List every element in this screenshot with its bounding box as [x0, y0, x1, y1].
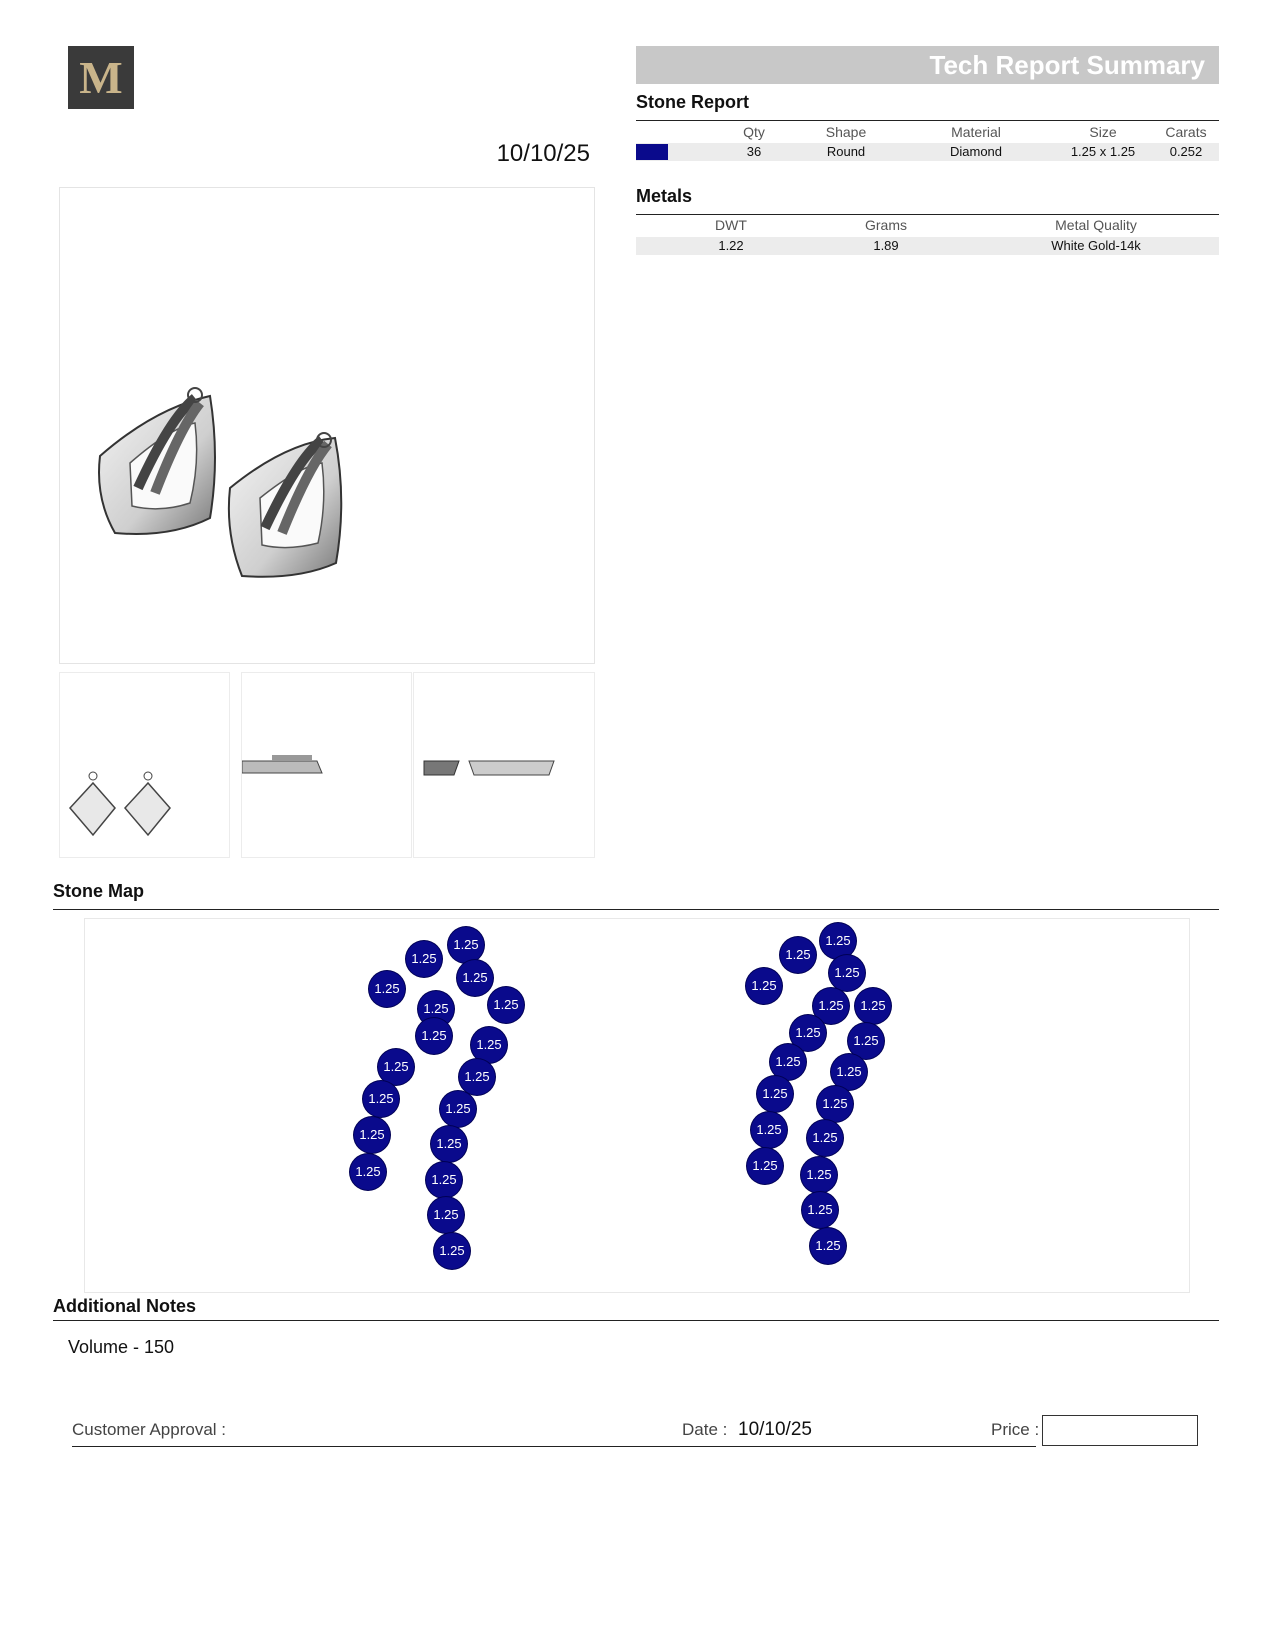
col-grams: Grams	[865, 217, 907, 233]
stone-marker: 1.25	[363, 1081, 399, 1117]
metals-row	[636, 237, 1219, 255]
stone-size: 1.25 x 1.25	[1070, 144, 1136, 159]
approval-date-value: 10/10/25	[738, 1419, 812, 1440]
report-title: Tech Report Summary	[929, 50, 1205, 80]
col-metal-quality: Metal Quality	[1055, 217, 1137, 233]
stone-marker: 1.25	[802, 1192, 838, 1228]
stone-report-header	[636, 124, 1219, 142]
stone-marker: 1.25	[810, 1228, 846, 1264]
customer-approval-label: Customer Approval :	[72, 1420, 227, 1439]
stone-marker: 1.25	[369, 971, 405, 1007]
stone-marker: 1.25	[807, 1120, 843, 1156]
metals-title: Metals	[636, 186, 693, 206]
stone-marker: 1.25	[770, 1044, 806, 1080]
col-dwt: DWT	[715, 217, 747, 233]
earring-right-render	[229, 433, 341, 577]
earrings-render	[60, 188, 594, 663]
stone-marker: 1.25	[448, 927, 484, 963]
stone-marker: 1.25	[780, 937, 816, 973]
stone-marker: 1.25	[801, 1157, 837, 1193]
approval-date-label: Date :	[682, 1420, 728, 1439]
stone-marker: 1.25	[428, 1197, 464, 1233]
col-qty: Qty	[743, 124, 765, 140]
stone-marker: 1.25	[440, 1091, 476, 1127]
report-title-bar	[636, 46, 1219, 84]
thumbnail-front-view[interactable]	[59, 672, 230, 858]
col-carats: Carats	[1165, 124, 1207, 140]
stone-marker: 1.25	[817, 1086, 853, 1122]
earring-left-render	[99, 388, 215, 534]
stone-marker: 1.25	[488, 987, 524, 1023]
stone-shape: Round	[826, 144, 866, 159]
stone-report-divider	[636, 120, 1219, 121]
stone-report-row	[636, 143, 1219, 161]
thumbnail-side-view[interactable]	[241, 672, 412, 858]
notes-title: Additional Notes	[53, 1296, 196, 1316]
stone-marker: 1.25	[434, 1233, 470, 1269]
stone-report-title: Stone Report	[636, 92, 750, 112]
col-material: Material	[951, 124, 1001, 140]
col-size: Size	[1089, 124, 1117, 140]
stone-marker: 1.25	[848, 1023, 884, 1059]
stone-marker: 1.25	[426, 1162, 462, 1198]
stone-marker: 1.25	[406, 941, 442, 977]
price-input[interactable]	[1042, 1415, 1198, 1446]
thumbnail-side-render	[242, 673, 411, 857]
stone-marker: 1.25	[459, 1059, 495, 1095]
stone-map-canvas	[84, 918, 1190, 1293]
stone-marker: 1.25	[790, 1015, 826, 1051]
stone-carats: 0.252	[1169, 144, 1203, 159]
metal-dwt: 1.22	[718, 238, 744, 253]
metal-grams: 1.89	[873, 238, 899, 253]
stone-color-swatch	[636, 144, 668, 160]
thumbnail-top-render	[414, 673, 594, 857]
thumbnail-top-view[interactable]	[413, 672, 595, 858]
stone-map-divider	[53, 909, 1219, 910]
logo-letter: M	[79, 52, 123, 103]
stone-material: Diamond	[949, 144, 1003, 159]
stone-marker: 1.25	[751, 1112, 787, 1148]
metals-divider	[636, 214, 1219, 215]
stone-marker: 1.25	[350, 1154, 386, 1190]
stone-marker: 1.25	[747, 1148, 783, 1184]
stone-marker: 1.25	[831, 1054, 867, 1090]
stone-marker: 1.25	[829, 955, 865, 991]
stone-marker: 1.25	[746, 968, 782, 1004]
stone-marker: 1.25	[813, 988, 849, 1024]
stone-qty: 36	[746, 144, 762, 159]
stone-marker: 1.25	[378, 1049, 414, 1085]
price-label: Price :	[991, 1420, 1040, 1439]
stone-marker: 1.25	[431, 1126, 467, 1162]
stone-marker: 1.25	[855, 988, 891, 1024]
stone-marker: 1.25	[471, 1027, 507, 1063]
stone-map-title: Stone Map	[53, 881, 145, 901]
stone-marker: 1.25	[457, 960, 493, 996]
stone-marker: 1.25	[416, 1018, 452, 1054]
main-render-view	[59, 187, 595, 664]
report-date: 10/10/25	[496, 140, 590, 167]
stone-marker: 1.25	[418, 991, 454, 1027]
col-shape: Shape	[825, 124, 867, 140]
stone-marker: 1.25	[354, 1117, 390, 1153]
notes-text: Volume - 150	[68, 1337, 175, 1357]
stone-marker: 1.25	[757, 1076, 793, 1112]
stone-marker: 1.25	[820, 923, 856, 959]
metals-header	[636, 217, 1219, 235]
thumbnail-front-render	[60, 673, 229, 857]
approval-line	[72, 1446, 1036, 1447]
metal-quality: White Gold-14k	[1051, 238, 1141, 253]
company-logo	[68, 46, 134, 109]
notes-divider	[53, 1320, 1219, 1321]
